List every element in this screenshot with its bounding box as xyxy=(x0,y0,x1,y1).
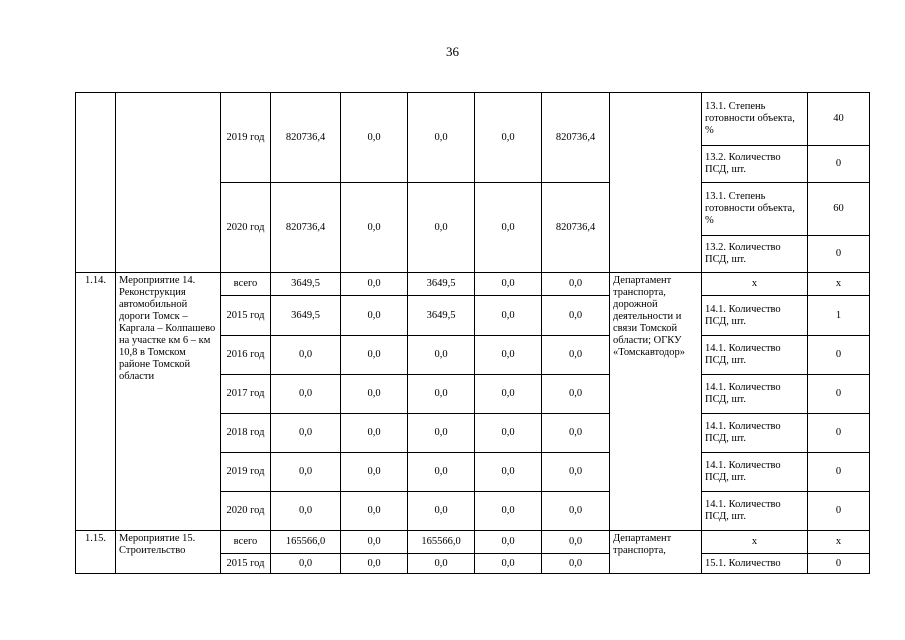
value-cell: 0,0 xyxy=(408,453,475,492)
indicator-cell: 15.1. Количество xyxy=(702,554,808,574)
year-cell: всего xyxy=(221,531,271,554)
page-number: 36 xyxy=(446,44,459,59)
executor-cell: Департамент транспорта, дорожной деятельности и связи Томской области; ОГКУ «Томскавтодор» xyxy=(610,273,702,531)
table-row xyxy=(76,531,870,554)
indicator-value-cell: x xyxy=(808,531,870,554)
value-cell: 0,0 xyxy=(341,554,408,574)
indicator-cell: 14.1. Количество ПСД, шт. xyxy=(702,296,808,336)
value-cell: 0,0 xyxy=(542,492,610,531)
value-cell: 820736,4 xyxy=(542,93,610,183)
value-cell: 0,0 xyxy=(408,93,475,183)
value-cell: 3649,5 xyxy=(271,273,341,296)
indicator-cell: x xyxy=(702,531,808,554)
value-cell: 0,0 xyxy=(408,336,475,375)
value-cell: 0,0 xyxy=(542,414,610,453)
value-cell: 0,0 xyxy=(341,296,408,336)
value-cell: 0,0 xyxy=(271,453,341,492)
year-cell: 2017 год xyxy=(221,375,271,414)
indicator-value-cell: 0 xyxy=(808,453,870,492)
year-cell: всего xyxy=(221,273,271,296)
executor-cell: Департамент транспорта, xyxy=(610,531,702,574)
value-cell: 0,0 xyxy=(542,296,610,336)
value-cell: 3649,5 xyxy=(271,296,341,336)
indicator-cell: 14.1. Количество ПСД, шт. xyxy=(702,414,808,453)
indicator-value-cell: 0 xyxy=(808,492,870,531)
year-cell: 2018 год xyxy=(221,414,271,453)
indicator-cell: 14.1. Количество ПСД, шт. xyxy=(702,453,808,492)
indicator-cell: 13.2. Количество ПСД, шт. xyxy=(702,146,808,183)
program-table xyxy=(75,92,870,574)
indicator-cell: 13.2. Количество ПСД, шт. xyxy=(702,236,808,273)
value-cell: 820736,4 xyxy=(271,183,341,273)
indicator-value-cell: 0 xyxy=(808,414,870,453)
value-cell: 0,0 xyxy=(341,531,408,554)
year-cell: 2019 год xyxy=(221,93,271,183)
indicator-value-cell: 0 xyxy=(808,146,870,183)
value-cell: 0,0 xyxy=(475,273,542,296)
num-cell: 1.14. xyxy=(76,273,116,531)
table-row xyxy=(76,273,870,296)
year-cell: 2019 год xyxy=(221,453,271,492)
indicator-value-cell: 0 xyxy=(808,554,870,574)
value-cell: 0,0 xyxy=(341,273,408,296)
value-cell: 3649,5 xyxy=(408,273,475,296)
value-cell: 0,0 xyxy=(271,375,341,414)
value-cell: 0,0 xyxy=(475,492,542,531)
indicator-value-cell: 60 xyxy=(808,183,870,236)
indicator-value-cell: 1 xyxy=(808,296,870,336)
value-cell: 0,0 xyxy=(408,492,475,531)
value-cell: 0,0 xyxy=(542,336,610,375)
value-cell: 0,0 xyxy=(542,554,610,574)
value-cell: 0,0 xyxy=(475,296,542,336)
value-cell: 0,0 xyxy=(341,336,408,375)
year-cell: 2020 год xyxy=(221,183,271,273)
value-cell: 0,0 xyxy=(271,414,341,453)
year-cell: 2015 год xyxy=(221,554,271,574)
value-cell: 0,0 xyxy=(475,183,542,273)
value-cell: 820736,4 xyxy=(542,183,610,273)
indicator-value-cell: 0 xyxy=(808,375,870,414)
value-cell: 0,0 xyxy=(475,375,542,414)
value-cell: 165566,0 xyxy=(271,531,341,554)
value-cell: 0,0 xyxy=(271,492,341,531)
value-cell: 0,0 xyxy=(271,554,341,574)
indicator-cell: 14.1. Количество ПСД, шт. xyxy=(702,492,808,531)
value-cell: 0,0 xyxy=(408,414,475,453)
name-cell: Мероприятие 15. Строительство xyxy=(116,531,221,574)
indicator-cell: x xyxy=(702,273,808,296)
value-cell: 0,0 xyxy=(475,93,542,183)
value-cell: 0,0 xyxy=(341,93,408,183)
value-cell: 0,0 xyxy=(408,375,475,414)
year-cell: 2015 год xyxy=(221,296,271,336)
value-cell: 0,0 xyxy=(341,492,408,531)
executor-cell xyxy=(610,93,702,273)
value-cell: 3649,5 xyxy=(408,296,475,336)
indicator-cell: 13.1. Степень готовности объекта, % xyxy=(702,183,808,236)
value-cell: 0,0 xyxy=(542,531,610,554)
value-cell: 0,0 xyxy=(475,531,542,554)
value-cell: 0,0 xyxy=(341,453,408,492)
value-cell: 0,0 xyxy=(408,183,475,273)
value-cell: 0,0 xyxy=(341,375,408,414)
value-cell: 0,0 xyxy=(341,414,408,453)
value-cell: 0,0 xyxy=(341,183,408,273)
year-cell: 2020 год xyxy=(221,492,271,531)
num-cell: 1.15. xyxy=(76,531,116,574)
indicator-value-cell: x xyxy=(808,273,870,296)
value-cell: 0,0 xyxy=(408,554,475,574)
value-cell: 0,0 xyxy=(475,414,542,453)
table-row xyxy=(76,93,870,146)
indicator-value-cell: 40 xyxy=(808,93,870,146)
indicator-cell: 14.1. Количество ПСД, шт. xyxy=(702,336,808,375)
indicator-cell: 14.1. Количество ПСД, шт. xyxy=(702,375,808,414)
value-cell: 0,0 xyxy=(475,453,542,492)
value-cell: 820736,4 xyxy=(271,93,341,183)
indicator-value-cell: 0 xyxy=(808,336,870,375)
indicator-value-cell: 0 xyxy=(808,236,870,273)
value-cell: 165566,0 xyxy=(408,531,475,554)
value-cell: 0,0 xyxy=(475,554,542,574)
indicator-cell: 13.1. Степень готовности объекта, % xyxy=(702,93,808,146)
value-cell: 0,0 xyxy=(542,273,610,296)
value-cell: 0,0 xyxy=(542,453,610,492)
value-cell: 0,0 xyxy=(542,375,610,414)
value-cell: 0,0 xyxy=(271,336,341,375)
num-cell xyxy=(76,93,116,273)
name-cell: Мероприятие 14. Реконструкция автомобильной дороги Томск – Каргала – Колпашево на участке км 6 – км 10,8 в Томском районе Томской области xyxy=(116,273,221,531)
year-cell: 2016 год xyxy=(221,336,271,375)
name-cell xyxy=(116,93,221,273)
value-cell: 0,0 xyxy=(475,336,542,375)
